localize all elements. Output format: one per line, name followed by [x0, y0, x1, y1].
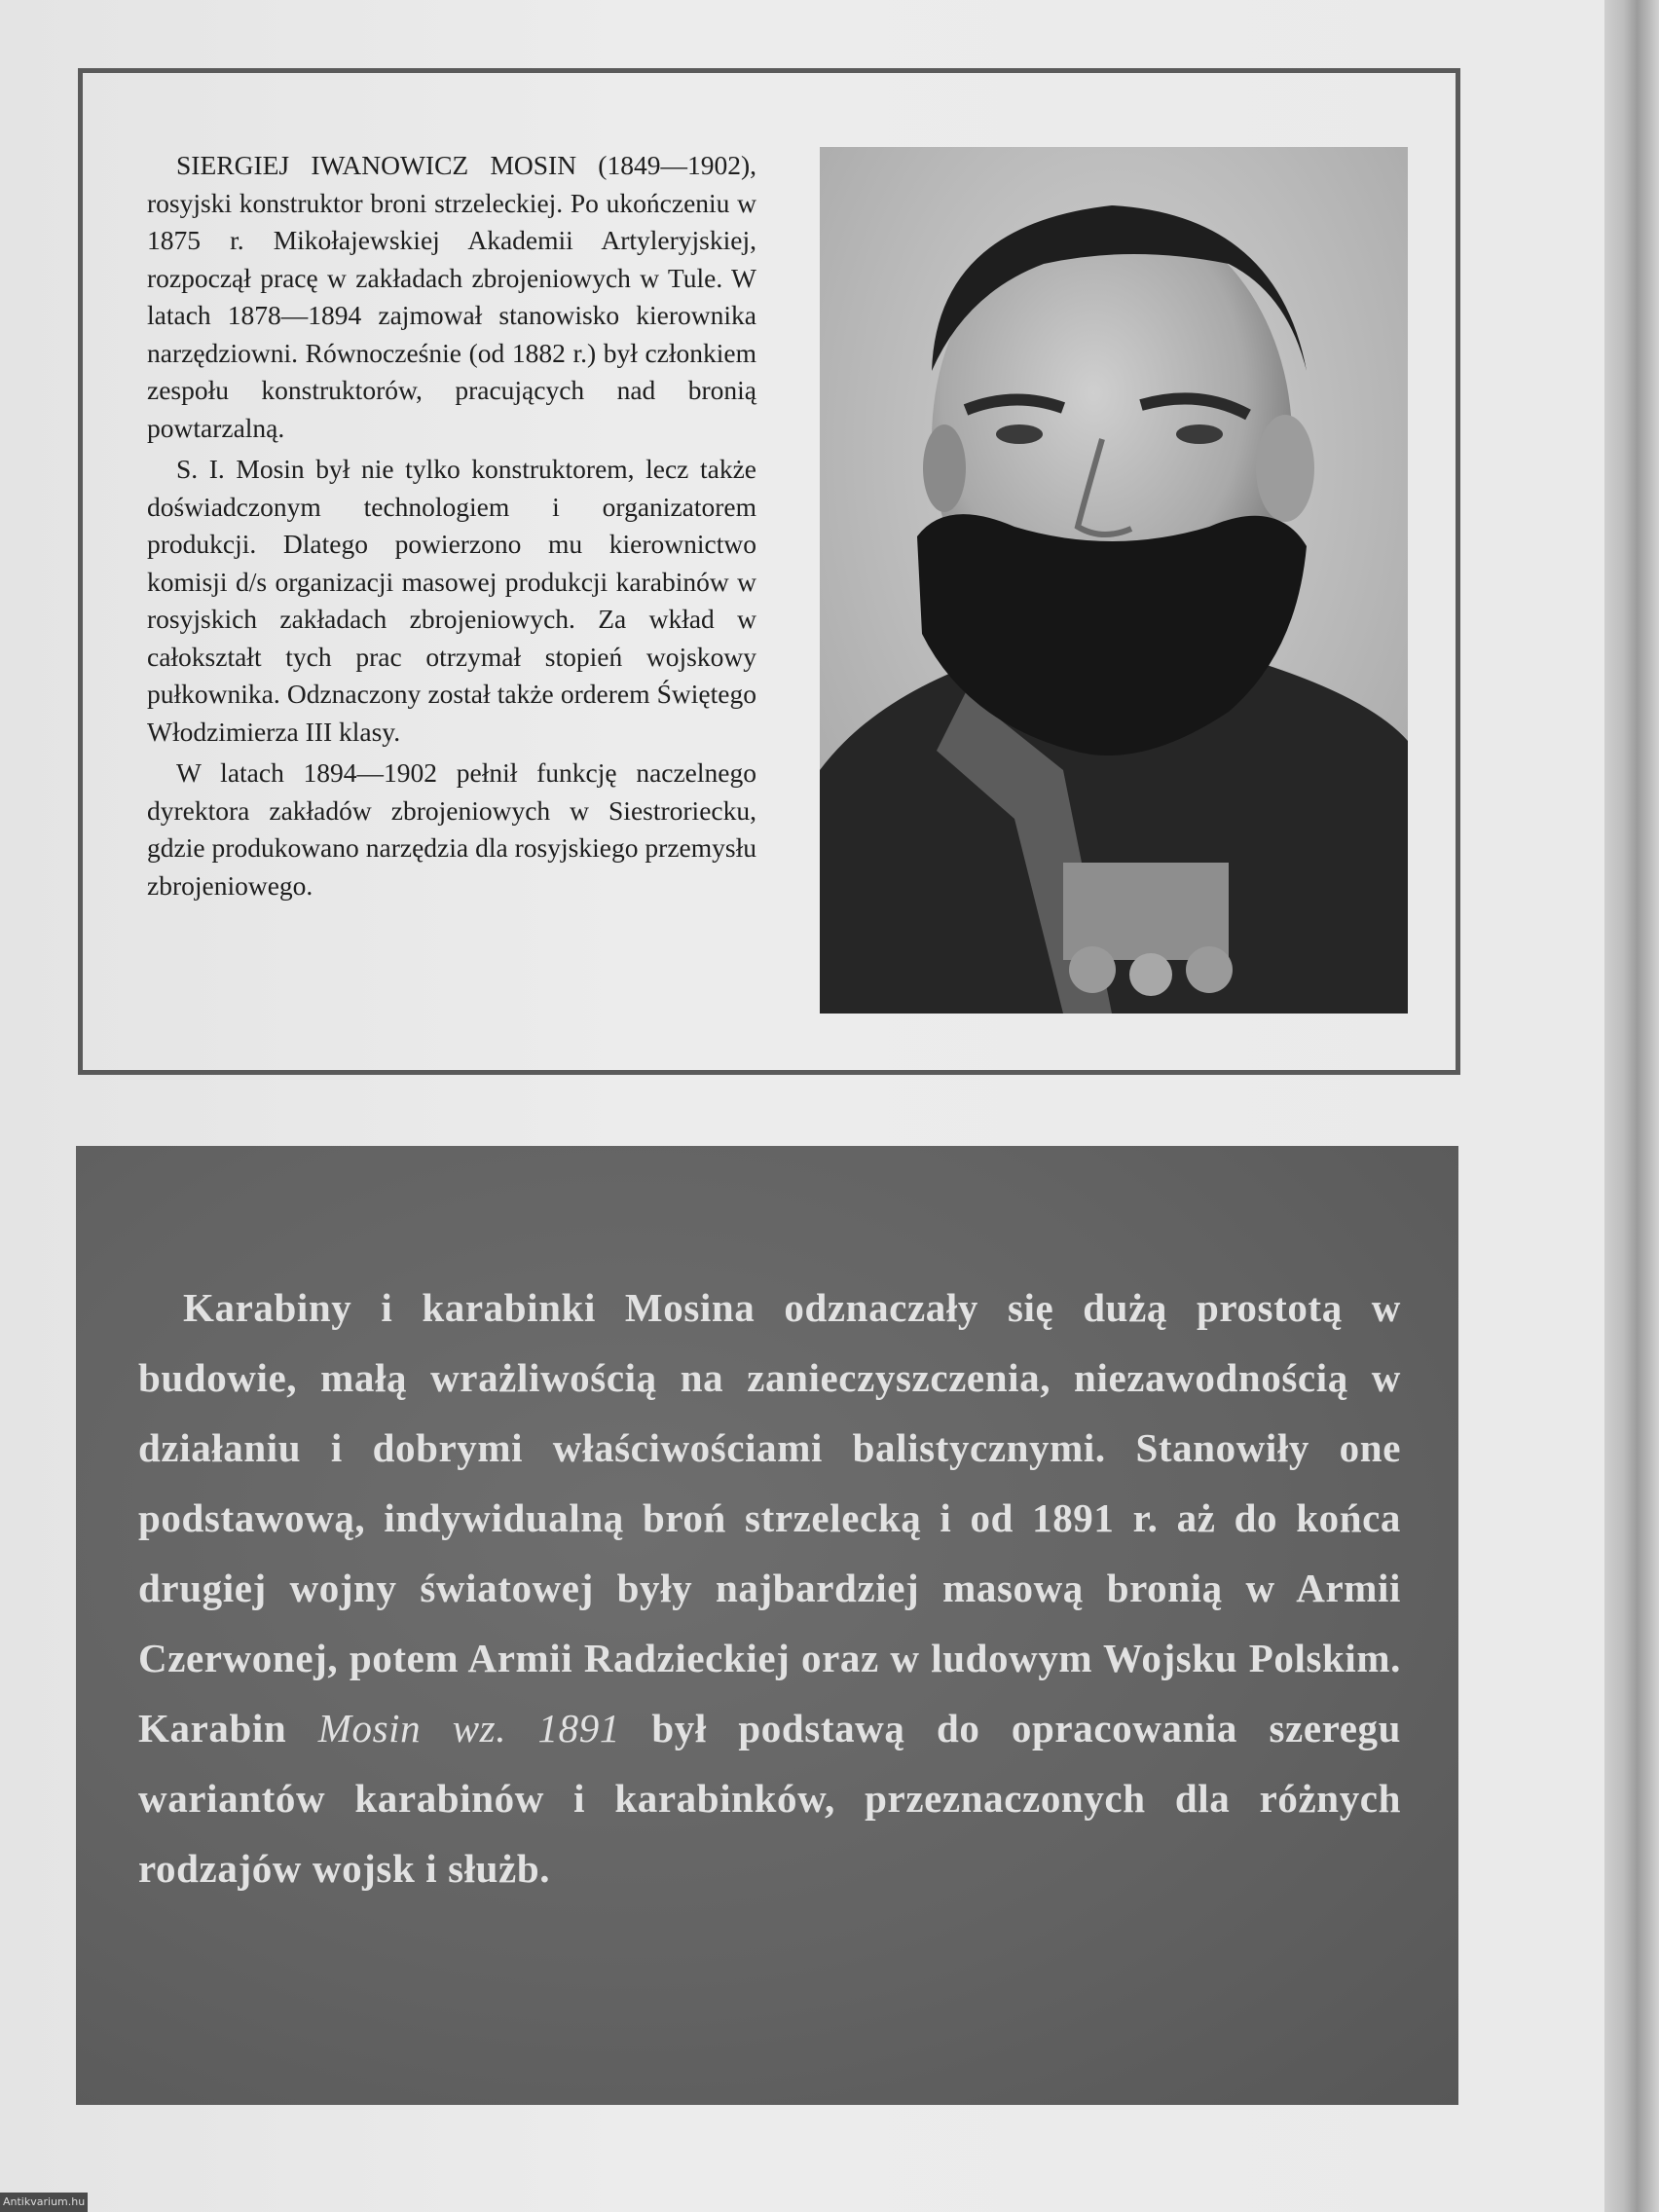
bio-paragraph: SIERGIEJ IWANOWICZ MOSIN (1849—1902), rosyjski konstruktor broni strzeleckiej. Po ukończeniu w 1875 r. Mikołajewskiej Akademii Artyleryjskiej, rozpoczął pracę w zakładach zbrojeniowych w Tule. W latach 1878—1894 zajmował stanowisko kierownika narzędziowni. Równocześnie (od 1882 r.) był członkiem zespołu konstruktorów, pracujących nad bronią powtarzalną. [147, 150, 756, 443]
bio-paragraph: W latach 1894—1902 pełnił funkcję naczelnego dyrektora zakładów zbrojeniowych w Siestroriecku, gdzie produkowano narzędzia dla rosyjskiego przemysłu zbrojeniowego. [147, 757, 756, 901]
biography-frame [78, 68, 1460, 1075]
quote-paragraph [138, 1272, 1401, 1903]
quote-text-start: Karabiny i karabinki Mosina odznaczały się dużą prostotą w budowie, małą wrażliwością na zanieczyszczenia, niezawodnością w działaniu i dobrymi właściwościami balistycznymi. Stanowiły one podstawową, indywidualną broń strzelecką i od 1891 r. aż do końca drugiej wojny światowej były najbardziej masową bronią w Armii Czerwonej, potem Armii Radzieckiej oraz w ludowym Wojsku Polskim. Karabin [138, 1285, 1401, 1751]
quote-box [76, 1146, 1458, 2105]
bio-paragraph: S. I. Mosin był nie tylko konstruktorem, lecz także doświadczonym technologiem i organizatorem produkcji. Dlatego powierzono mu kierownictwo komisji d/s organizacji masowej produkcji karabinów w rosyjskich zakładach zbrojeniowych. Za wkład w całokształt tych prac otrzymał stopień wojskowy pułkownika. Odznaczony został także orderem Świętego Włodzimierza III klasy. [147, 454, 756, 747]
portrait-photo [820, 147, 1408, 1014]
biography-text [147, 147, 756, 908]
quote-text-end: był podstawą do opracowania szeregu wariantów karabinów i karabinków, przeznaczonych dla różnych rodzajów wojsk i służb. [138, 1706, 1401, 1891]
watermark-label: Antikvarium.hu [0, 2193, 88, 2212]
page-edge [1604, 0, 1659, 2212]
quote-italic-model: Mosin wz. 1891 [317, 1706, 620, 1751]
portrait-image [820, 147, 1408, 1014]
quote-text [138, 1272, 1401, 1903]
